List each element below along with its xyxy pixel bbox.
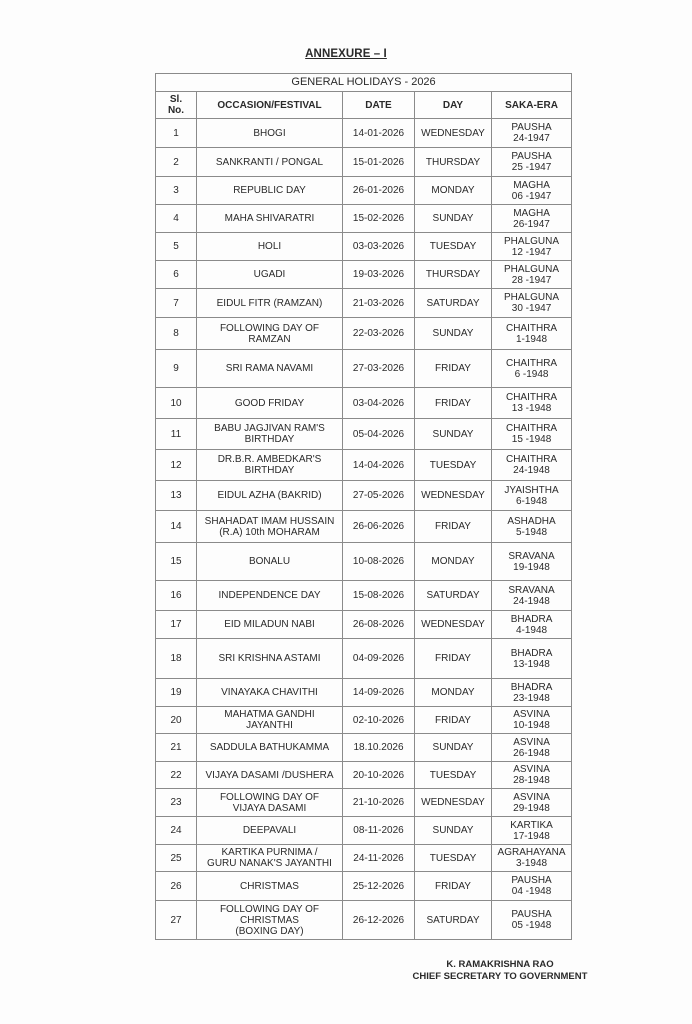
occasion-line: KARTIKA PURNIMA /	[221, 847, 318, 858]
saka-era-cell	[492, 707, 572, 734]
saka-date: 13-1948	[513, 658, 550, 670]
saka-date: 3-1948	[515, 858, 548, 869]
occasion-cell	[197, 148, 343, 177]
saka-date: 6-1948	[515, 495, 548, 507]
sl-no-cell: 1	[156, 119, 197, 148]
occasion-line: EIDUL AZHA (BAKRID)	[217, 490, 322, 501]
saka-date: 17-1948	[513, 830, 550, 842]
header-day: DAY	[415, 92, 492, 119]
occasion-cell	[197, 419, 343, 450]
saka-month: PHALGUNA	[504, 235, 560, 247]
date-cell: 25-12-2026	[343, 872, 415, 901]
column-header-row	[156, 92, 572, 119]
saka-date: 25 -1947	[511, 162, 552, 173]
occasion-line: SADDULA BATHUKAMMA	[209, 742, 330, 753]
table-row	[156, 543, 572, 581]
sl-no-cell: 27	[156, 901, 197, 940]
occasion-line: GURU NANAK'S JAYANTHI	[207, 858, 332, 869]
day-cell: SUNDAY	[415, 734, 492, 762]
date-cell: 05-04-2026	[343, 419, 415, 450]
date-cell: 15-08-2026	[343, 581, 415, 611]
saka-era-cell	[492, 205, 572, 233]
table-row	[156, 762, 572, 789]
occasion-cell	[197, 817, 343, 845]
occasion-cell	[197, 581, 343, 611]
saka-date: 5-1948	[515, 526, 548, 538]
occasion-cell	[197, 177, 343, 205]
date-cell: 20-10-2026	[343, 762, 415, 789]
occasion-cell	[197, 233, 343, 261]
table-row	[156, 119, 572, 148]
date-cell: 08-11-2026	[343, 817, 415, 845]
occasion-cell	[197, 872, 343, 901]
table-title: GENERAL HOLIDAYS - 2026	[156, 74, 572, 92]
saka-month: PAUSHA	[511, 909, 552, 920]
occasion-line: FOLLOWING DAY OF	[219, 322, 320, 334]
day-cell: FRIDAY	[415, 350, 492, 388]
saka-era-cell	[492, 289, 572, 318]
saka-date: 6 -1948	[514, 368, 549, 380]
saka-month: BHADRA	[510, 681, 553, 693]
date-cell: 27-05-2026	[343, 481, 415, 511]
table-row	[156, 388, 572, 419]
table-row	[156, 639, 572, 679]
saka-month: CHAITHRA	[505, 357, 558, 369]
saka-month: MAGHA	[513, 207, 550, 219]
saka-date: 30 -1947	[511, 303, 552, 314]
saka-era-cell	[492, 419, 572, 450]
saka-era-cell	[492, 817, 572, 845]
saka-date: 23-1948	[513, 692, 550, 704]
saka-date: 13 -1948	[511, 403, 552, 414]
saka-month: ASVINA	[513, 709, 550, 720]
table-row	[156, 789, 572, 817]
occasion-line: HOLI	[257, 241, 282, 252]
sl-no-cell: 14	[156, 511, 197, 543]
day-cell: THURSDAY	[415, 261, 492, 289]
saka-month: CHAITHRA	[505, 454, 558, 465]
occasion-cell	[197, 639, 343, 679]
table-row	[156, 233, 572, 261]
occasion-line: RAMZAN	[248, 333, 291, 345]
date-cell: 15-02-2026	[343, 205, 415, 233]
saka-month: KARTIKA	[510, 819, 553, 831]
day-cell: SUNDAY	[415, 817, 492, 845]
sl-no-cell: 25	[156, 845, 197, 872]
occasion-cell	[197, 318, 343, 350]
header-sl-no	[156, 92, 197, 119]
occasion-line: BABU JAGJIVAN RAM'S	[214, 423, 325, 434]
table-row	[156, 177, 572, 205]
sl-no-cell: 17	[156, 611, 197, 639]
date-cell: 24-11-2026	[343, 845, 415, 872]
saka-era-cell	[492, 789, 572, 817]
table-row	[156, 734, 572, 762]
occasion-line: CHRISTMAS	[240, 914, 299, 926]
day-cell: TUESDAY	[415, 845, 492, 872]
occasion-line: INDEPENDENCE DAY	[218, 590, 321, 601]
occasion-cell	[197, 762, 343, 789]
occasion-cell	[197, 543, 343, 581]
table-row	[156, 817, 572, 845]
occasion-line: REPUBLIC DAY	[233, 185, 306, 196]
saka-date: 28 -1947	[511, 274, 552, 286]
occasion-cell	[197, 901, 343, 940]
signatory-designation: CHIEF SECRETARY TO GOVERNMENT	[412, 971, 588, 982]
date-cell: 14-04-2026	[343, 450, 415, 481]
day-cell: SUNDAY	[415, 419, 492, 450]
day-cell: TUESDAY	[415, 450, 492, 481]
sl-no-cell: 8	[156, 318, 197, 350]
saka-month: BHADRA	[510, 647, 553, 659]
day-cell: WEDNESDAY	[415, 611, 492, 639]
occasion-cell	[197, 205, 343, 233]
saka-era-cell	[492, 233, 572, 261]
saka-date: 24-1947	[513, 133, 550, 144]
table-row	[156, 419, 572, 450]
sl-no-cell: 7	[156, 289, 197, 318]
occasion-line: BONALU	[248, 556, 291, 567]
table-row	[156, 611, 572, 639]
table-row	[156, 481, 572, 511]
occasion-line: GOOD FRIDAY	[234, 397, 305, 409]
occasion-line: VINAYAKA CHAVITHI	[221, 687, 318, 698]
occasion-cell	[197, 611, 343, 639]
occasion-line: FOLLOWING DAY OF	[219, 903, 320, 915]
saka-date: 26-1948	[513, 747, 550, 759]
table-row	[156, 845, 572, 872]
signatory-name: K. RAMAKRISHNA RAO	[446, 959, 554, 970]
occasion-line: SRI KRISHNA ASTAMI	[218, 653, 321, 664]
table-row	[156, 289, 572, 318]
day-cell: WEDNESDAY	[415, 481, 492, 511]
day-cell: FRIDAY	[415, 707, 492, 734]
saka-era-cell	[492, 872, 572, 901]
occasion-line: EIDUL FITR (RAMZAN)	[216, 297, 323, 309]
saka-era-cell	[492, 177, 572, 205]
header-sl-line2: No.	[167, 105, 185, 116]
day-cell: SATURDAY	[415, 581, 492, 611]
saka-month: AGRAHAYANA	[497, 847, 566, 858]
saka-era-cell	[492, 581, 572, 611]
date-cell: 21-10-2026	[343, 789, 415, 817]
day-cell: FRIDAY	[415, 872, 492, 901]
saka-date: 4-1948	[515, 624, 548, 636]
date-cell: 26-06-2026	[343, 511, 415, 543]
saka-era-cell	[492, 611, 572, 639]
occasion-cell	[197, 845, 343, 872]
saka-era-cell	[492, 318, 572, 350]
occasion-line: BHOGI	[253, 127, 286, 139]
date-cell: 26-12-2026	[343, 901, 415, 940]
occasion-cell	[197, 119, 343, 148]
day-cell: MONDAY	[415, 679, 492, 707]
occasion-cell	[197, 481, 343, 511]
occasion-line: MAHA SHIVARATRI	[224, 213, 315, 224]
occasion-line: DEEPAVALI	[242, 825, 297, 836]
saka-month: JYAISHTHA	[504, 484, 559, 496]
saka-era-cell	[492, 639, 572, 679]
table-row	[156, 679, 572, 707]
annexure-title: ANNEXURE – I	[305, 48, 387, 60]
table-row	[156, 148, 572, 177]
header-saka-era: SAKA-ERA	[492, 92, 572, 119]
occasion-line: VIJAYA DASAMI	[232, 802, 307, 814]
saka-era-cell	[492, 148, 572, 177]
table-row	[156, 511, 572, 543]
date-cell: 27-03-2026	[343, 350, 415, 388]
saka-date: 06 -1947	[511, 190, 552, 202]
day-cell: MONDAY	[415, 177, 492, 205]
table-row	[156, 901, 572, 940]
occasion-cell	[197, 350, 343, 388]
occasion-line: EID MILADUN NABI	[224, 619, 315, 630]
sl-no-cell: 2	[156, 148, 197, 177]
sl-no-cell: 20	[156, 707, 197, 734]
saka-era-cell	[492, 511, 572, 543]
occasion-line: SRI RAMA NAVAMI	[225, 363, 314, 374]
date-cell: 18.10.2026	[343, 734, 415, 762]
saka-era-cell	[492, 481, 572, 511]
holidays-table	[155, 73, 572, 940]
sl-no-cell: 10	[156, 388, 197, 419]
occasion-line: (R.A) 10th MOHARAM	[219, 526, 320, 538]
saka-month: PHALGUNA	[504, 292, 560, 303]
saka-month: ASHADHA	[507, 515, 556, 527]
sl-no-cell: 22	[156, 762, 197, 789]
day-cell: THURSDAY	[415, 148, 492, 177]
day-cell: MONDAY	[415, 543, 492, 581]
saka-era-cell	[492, 450, 572, 481]
day-cell: TUESDAY	[415, 762, 492, 789]
saka-month: PAUSHA	[511, 875, 552, 886]
header-occasion: OCCASION/FESTIVAL	[197, 92, 343, 119]
saka-month: ASVINA	[513, 791, 550, 803]
table-row	[156, 350, 572, 388]
sl-no-cell: 9	[156, 350, 197, 388]
saka-date: 12 -1947	[511, 246, 552, 258]
saka-era-cell	[492, 261, 572, 289]
occasion-cell	[197, 388, 343, 419]
day-cell: WEDNESDAY	[415, 119, 492, 148]
sl-no-cell: 12	[156, 450, 197, 481]
table-row	[156, 450, 572, 481]
date-cell: 03-04-2026	[343, 388, 415, 419]
saka-month: CHAITHRA	[505, 322, 558, 334]
saka-month: SRAVANA	[508, 584, 555, 596]
saka-era-cell	[492, 119, 572, 148]
day-cell: WEDNESDAY	[415, 789, 492, 817]
occasion-line: MAHATMA GANDHI	[224, 709, 315, 720]
date-cell: 21-03-2026	[343, 289, 415, 318]
saka-month: SRAVANA	[508, 550, 555, 562]
occasion-cell	[197, 289, 343, 318]
header-date: DATE	[343, 92, 415, 119]
saka-date: 1-1948	[515, 333, 548, 345]
occasion-cell	[197, 450, 343, 481]
table-row	[156, 872, 572, 901]
saka-date: 15 -1948	[511, 434, 552, 445]
saka-date: 29-1948	[513, 802, 550, 814]
saka-era-cell	[492, 762, 572, 789]
table-row	[156, 318, 572, 350]
date-cell: 15-01-2026	[343, 148, 415, 177]
saka-date: 10-1948	[513, 720, 550, 731]
occasion-cell	[197, 511, 343, 543]
saka-month: BHADRA	[510, 613, 553, 625]
saka-era-cell	[492, 734, 572, 762]
saka-date: 04 -1948	[511, 886, 552, 897]
date-cell: 02-10-2026	[343, 707, 415, 734]
saka-month: MAGHA	[513, 179, 550, 191]
occasion-line: VIJAYA DASAMI /DUSHERA	[205, 769, 334, 781]
saka-month: ASVINA	[513, 764, 550, 775]
sl-no-cell: 18	[156, 639, 197, 679]
occasion-line: (BOXING DAY)	[235, 925, 304, 937]
occasion-line: BIRTHDAY	[244, 465, 295, 476]
occasion-cell	[197, 707, 343, 734]
sl-no-cell: 19	[156, 679, 197, 707]
day-cell: FRIDAY	[415, 511, 492, 543]
table-row	[156, 707, 572, 734]
occasion-line: SHAHADAT IMAM HUSSAIN	[204, 515, 335, 527]
occasion-line: SANKRANTI / PONGAL	[215, 156, 324, 168]
sl-no-cell: 23	[156, 789, 197, 817]
date-cell: 26-01-2026	[343, 177, 415, 205]
saka-era-cell	[492, 679, 572, 707]
occasion-cell	[197, 679, 343, 707]
date-cell: 03-03-2026	[343, 233, 415, 261]
sl-no-cell: 6	[156, 261, 197, 289]
saka-month: PHALGUNA	[504, 263, 560, 275]
date-cell: 10-08-2026	[343, 543, 415, 581]
sl-no-cell: 4	[156, 205, 197, 233]
sl-no-cell: 13	[156, 481, 197, 511]
sl-no-cell: 24	[156, 817, 197, 845]
occasion-line: DR.B.R. AMBEDKAR'S	[217, 454, 322, 465]
day-cell: TUESDAY	[415, 233, 492, 261]
date-cell: 04-09-2026	[343, 639, 415, 679]
occasion-line: JAYANTHI	[246, 720, 293, 731]
day-cell: SUNDAY	[415, 318, 492, 350]
holiday-rows	[156, 119, 572, 940]
saka-month: CHAITHRA	[505, 392, 558, 403]
date-cell: 14-01-2026	[343, 119, 415, 148]
table-row	[156, 205, 572, 233]
sl-no-cell: 15	[156, 543, 197, 581]
saka-era-cell	[492, 901, 572, 940]
saka-date: 28-1948	[513, 775, 550, 786]
date-cell: 14-09-2026	[343, 679, 415, 707]
header-sl-line1: Sl.	[169, 94, 183, 105]
occasion-line: CHRISTMAS	[240, 880, 299, 892]
occasion-cell	[197, 261, 343, 289]
saka-month: PAUSHA	[511, 151, 552, 162]
occasion-cell	[197, 789, 343, 817]
saka-era-cell	[492, 388, 572, 419]
occasion-line: FOLLOWING DAY OF	[219, 791, 320, 803]
saka-date: 24-1948	[513, 465, 550, 476]
saka-era-cell	[492, 543, 572, 581]
sl-no-cell: 16	[156, 581, 197, 611]
saka-month: ASVINA	[513, 736, 550, 748]
day-cell: FRIDAY	[415, 639, 492, 679]
sl-no-cell: 3	[156, 177, 197, 205]
table-row	[156, 261, 572, 289]
saka-era-cell	[492, 845, 572, 872]
day-cell: FRIDAY	[415, 388, 492, 419]
saka-date: 19-1948	[513, 561, 550, 573]
occasion-line: BIRTHDAY	[244, 434, 295, 445]
occasion-cell	[197, 734, 343, 762]
saka-era-cell	[492, 350, 572, 388]
sl-no-cell: 5	[156, 233, 197, 261]
sl-no-cell: 21	[156, 734, 197, 762]
date-cell: 22-03-2026	[343, 318, 415, 350]
table-row	[156, 581, 572, 611]
saka-date: 05 -1948	[511, 920, 552, 931]
saka-month: PAUSHA	[511, 122, 552, 133]
date-cell: 26-08-2026	[343, 611, 415, 639]
day-cell: SUNDAY	[415, 205, 492, 233]
day-cell: SATURDAY	[415, 289, 492, 318]
sl-no-cell: 11	[156, 419, 197, 450]
saka-month: CHAITHRA	[505, 423, 558, 434]
sl-no-cell: 26	[156, 872, 197, 901]
saka-date: 26-1947	[513, 218, 550, 230]
date-cell: 19-03-2026	[343, 261, 415, 289]
occasion-line: UGADI	[253, 269, 286, 280]
day-cell: SATURDAY	[415, 901, 492, 940]
saka-date: 24-1948	[513, 595, 550, 607]
